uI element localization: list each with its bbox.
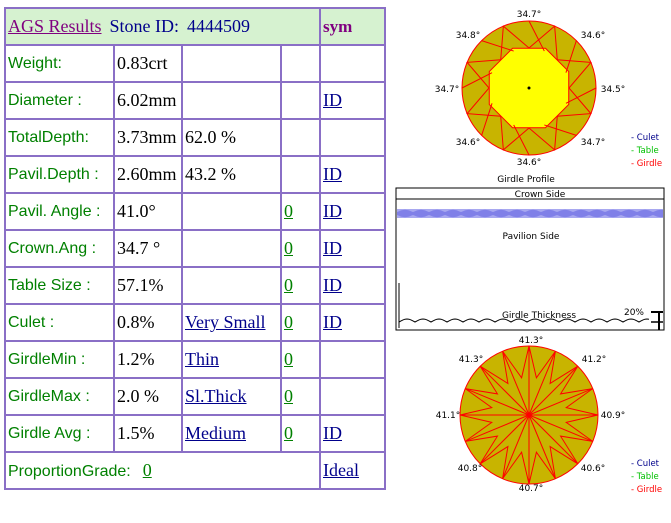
crown-angle-right: 34.5° [600, 85, 626, 95]
proportion-label: ProportionGrade: [8, 463, 131, 480]
pavilion-angle-bottom-right: 40.6° [580, 464, 606, 474]
sym-label: sym [323, 16, 353, 36]
culet-label: Culet : [5, 304, 114, 341]
total-depth-label: TotalDepth: [5, 119, 114, 156]
girdle-avg-value: 1.5% [114, 415, 182, 452]
row-total-depth [5, 119, 385, 156]
proportion-cell [5, 452, 320, 489]
girdle-thickness-label: Girdle Thickness [501, 311, 577, 321]
pavil-angle-grade-link[interactable]: 0 [284, 201, 293, 221]
pavilion-angle-top-right: 41.2° [581, 355, 607, 365]
girdle-avg-grade-link[interactable]: 0 [284, 423, 293, 443]
girdle-profile-graph [396, 188, 664, 330]
culet-grade-link[interactable]: 0 [284, 312, 293, 332]
crown-angle-bottom-right: 34.7° [580, 138, 606, 148]
row-girdle-max [5, 378, 385, 415]
crown-angle-bottom-left: 34.6° [455, 138, 481, 148]
pavilion-side-label: Pavilion Side [502, 232, 560, 242]
girdle-max-label: GirdleMax : [5, 378, 114, 415]
girdle-profile-caption: Girdle Profile [497, 175, 555, 185]
crown-angle-label: Crown.Ang : [5, 230, 114, 267]
row-girdle-avg [5, 415, 385, 452]
total-depth-pct: 62.0 % [182, 119, 281, 156]
legend-table-bottom: - Table [631, 472, 659, 482]
legend-culet-bottom: - Culet [631, 459, 660, 469]
crown-angle-top-left: 34.8° [455, 31, 481, 41]
pavil-angle-label: Pavil. Angle : [5, 193, 114, 230]
row-culet [5, 304, 385, 341]
header-row [5, 8, 385, 45]
legend-culet-top: - Culet [631, 133, 660, 143]
crown-angle-top: 34.7° [516, 10, 542, 20]
results-table [4, 7, 386, 490]
crown-side-label: Crown Side [514, 190, 566, 200]
girdle-min-desc-link[interactable]: Thin [185, 349, 219, 369]
weight-label: Weight: [5, 45, 114, 82]
crown-angle-grade-link[interactable]: 0 [284, 238, 293, 258]
ags-results-link[interactable]: AGS Results [8, 16, 102, 36]
header-cell [5, 8, 320, 45]
girdle-min-value: 1.2% [114, 341, 182, 378]
pavil-depth-pct: 43.2 % [182, 156, 281, 193]
stone-id-label: Stone ID: [109, 16, 180, 36]
girdle-percent-label: 20% [623, 308, 645, 318]
crown-angle-top-right: 34.6° [580, 31, 606, 41]
girdle-avg-id-link[interactable]: ID [323, 423, 342, 443]
girdle-avg-desc-link[interactable]: Medium [185, 423, 246, 443]
diameter-value: 6.02mm [114, 82, 182, 119]
diagram-panel [391, 0, 671, 523]
crown-angle-left: 34.7° [434, 85, 460, 95]
pavil-depth-label: Pavil.Depth : [5, 156, 114, 193]
proportion-result-link[interactable]: Ideal [323, 460, 359, 480]
pavilion-angle-top-left: 41.3° [458, 355, 484, 365]
culet-value: 0.8% [114, 304, 182, 341]
crown-angle-value: 34.7 ° [114, 230, 182, 267]
crown-angle-bottom: 34.6° [516, 158, 542, 168]
pavil-depth-value: 2.60mm [114, 156, 182, 193]
legend-girdle-top: - Girdle [631, 159, 663, 169]
pavilion-angle-right: 40.9° [600, 411, 626, 421]
table-size-id-link[interactable]: ID [323, 275, 342, 295]
total-depth-value: 3.73mm [114, 119, 182, 156]
pavil-depth-id-link[interactable]: ID [323, 164, 342, 184]
proportion-grade-link[interactable]: 0 [142, 460, 152, 480]
girdle-avg-label: Girdle Avg : [5, 415, 114, 452]
stone-id-value: 4444509 [187, 16, 251, 36]
culet-dot [528, 87, 531, 90]
table-size-label: Table Size : [5, 267, 114, 304]
row-table-size [5, 267, 385, 304]
pavil-angle-id-link[interactable]: ID [323, 201, 342, 221]
row-weight [5, 45, 385, 82]
pavilion-angle-bottom-left: 40.8° [457, 464, 483, 474]
pavilion-angle-left: 41.1° [435, 411, 461, 421]
row-diameter [5, 82, 385, 119]
girdle-max-desc-link[interactable]: Sl.Thick [185, 386, 247, 406]
crown-angle-id-link[interactable]: ID [323, 238, 342, 258]
weight-value: 0.83crt [114, 45, 182, 82]
legend-girdle-bottom: - Girdle [631, 485, 663, 495]
girdle-min-label: GirdleMin : [5, 341, 114, 378]
diameter-id-link[interactable]: ID [323, 90, 342, 110]
row-girdle-min [5, 341, 385, 378]
row-crown-angle [5, 230, 385, 267]
row-proportion-grade [5, 452, 385, 489]
legend-table-top: - Table [631, 146, 659, 156]
girdle-max-grade-link[interactable]: 0 [284, 386, 293, 406]
sym-header [320, 8, 385, 45]
pavilion-angle-top: 41.3° [518, 336, 544, 346]
pavil-angle-value: 41.0° [114, 193, 182, 230]
crown-view-diagram [462, 21, 596, 155]
row-pavil-angle [5, 193, 385, 230]
girdle-min-grade-link[interactable]: 0 [284, 349, 293, 369]
girdle-max-value: 2.0 % [114, 378, 182, 415]
row-pavil-depth [5, 156, 385, 193]
table-size-grade-link[interactable]: 0 [284, 275, 293, 295]
diameter-label: Diameter : [5, 82, 114, 119]
culet-id-link[interactable]: ID [323, 312, 342, 332]
pavilion-angle-bottom: 40.7° [518, 484, 544, 494]
culet-desc-link[interactable]: Very Small [185, 312, 266, 332]
table-size-value: 57.1% [114, 267, 182, 304]
